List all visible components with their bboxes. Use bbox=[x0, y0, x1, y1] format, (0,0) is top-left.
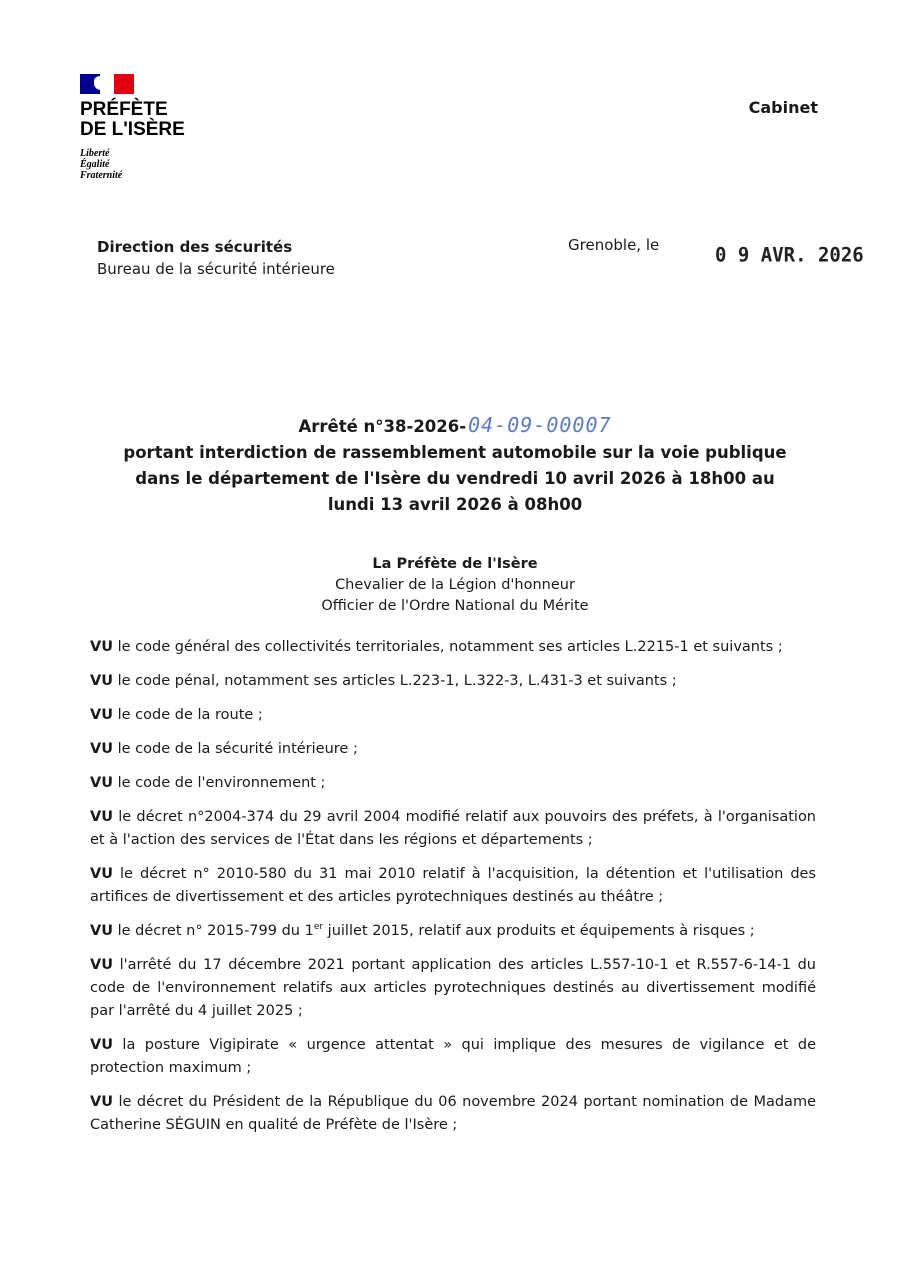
date-stamp: 0 9 AVR. 2026 bbox=[715, 243, 864, 267]
vu-keyword: VU bbox=[90, 741, 113, 757]
vu-keyword: VU bbox=[90, 923, 113, 939]
vu-keyword: VU bbox=[90, 639, 113, 655]
vu-keyword: VU bbox=[90, 707, 113, 723]
vu-keyword: VU bbox=[90, 1037, 113, 1053]
logo-line-1: PRÉFÈTE bbox=[80, 99, 168, 120]
consideration-item: VU le décret n°2004-374 du 29 avril 2004 modifié relatif aux pouvoirs des préfets, à l'organisation et à l'action des services de l'État dans les régions et départements ; bbox=[90, 809, 816, 848]
handwritten-decree-number: 04-09-00007 bbox=[468, 413, 612, 437]
consideration-item: VU le code de l'environnement ; bbox=[90, 775, 326, 791]
issuing-service bbox=[97, 236, 335, 280]
vu-keyword: VU bbox=[90, 809, 113, 825]
motto-liberte: Liberté bbox=[80, 148, 110, 159]
authority-block bbox=[150, 554, 760, 617]
decree-number-prefix: Arrêté n°38-2026- bbox=[298, 417, 467, 436]
vu-keyword: VU bbox=[90, 866, 113, 882]
authority-name: La Préfète de l'Isère bbox=[372, 556, 538, 572]
authority-title-1: Chevalier de la Légion d'honneur bbox=[335, 577, 575, 593]
logo-line-2: DE L'ISÈRE bbox=[80, 119, 185, 140]
vu-keyword: VU bbox=[90, 1094, 113, 1110]
logo-name bbox=[80, 100, 185, 140]
consideration-item: VU le code de la sécurité intérieure ; bbox=[90, 741, 358, 757]
republic-motto bbox=[80, 148, 185, 181]
marianne-flag-icon bbox=[80, 74, 134, 94]
considerations-list bbox=[90, 636, 816, 1148]
vu-keyword: VU bbox=[90, 957, 113, 973]
prefecture-logo bbox=[80, 74, 185, 181]
consideration-item: VU l'arrêté du 17 décembre 2021 portant application des articles L.557-10-1 et R.557-6-14-1 du code de l'environnement relatifs aux articles pyrotechniques destinés au divertissement modifié par l'arrêté du 4 juillet 2025 ; bbox=[90, 957, 816, 1019]
decree-title bbox=[100, 412, 810, 518]
cabinet-label: Cabinet bbox=[748, 98, 818, 117]
title-line-3: dans le département de l'Isère du vendredi 10 avril 2026 à 18h00 au bbox=[135, 469, 775, 488]
direction-name: Direction des sécurités bbox=[97, 238, 293, 256]
title-line-4: lundi 13 avril 2026 à 08h00 bbox=[327, 495, 583, 514]
motto-egalite: Égalité bbox=[80, 159, 110, 170]
consideration-item: VU le code général des collectivités territoriales, notamment ses articles L.2215-1 et suivants ; bbox=[90, 639, 783, 655]
consideration-item: VU le décret n° 2010-580 du 31 mai 2010 relatif à l'acquisition, la détention et l'utilisation des artifices de divertissement et des articles pyrotechniques destinés au théâtre ; bbox=[90, 866, 816, 905]
consideration-item: VU le code pénal, notamment ses articles L.223-1, L.322-3, L.431-3 et suivants ; bbox=[90, 673, 677, 689]
vu-keyword: VU bbox=[90, 775, 113, 791]
consideration-item: VU le décret du Président de la République du 06 novembre 2024 portant nomination de Madame Catherine SÉGUIN en qualité de Préfète de l'Isère ; bbox=[90, 1094, 816, 1133]
consideration-item: VU le code de la route ; bbox=[90, 707, 263, 723]
title-line-2: portant interdiction de rassemblement automobile sur la voie publique bbox=[123, 443, 787, 462]
bureau-name: Bureau de la sécurité intérieure bbox=[97, 260, 335, 278]
title-line-1 bbox=[100, 412, 810, 440]
motto-fraternite: Fraternité bbox=[80, 170, 123, 181]
consideration-item: VU le décret n° 2015-799 du 1er juillet 2015, relatif aux produits et équipements à risques ; bbox=[90, 922, 755, 939]
vu-keyword: VU bbox=[90, 673, 113, 689]
consideration-item: VU la posture Vigipirate « urgence attentat » qui implique des mesures de vigilance et de protection maximum ; bbox=[90, 1037, 816, 1076]
place-label: Grenoble, le bbox=[568, 236, 660, 254]
authority-title-2: Officier de l'Ordre National du Mérite bbox=[321, 598, 589, 614]
